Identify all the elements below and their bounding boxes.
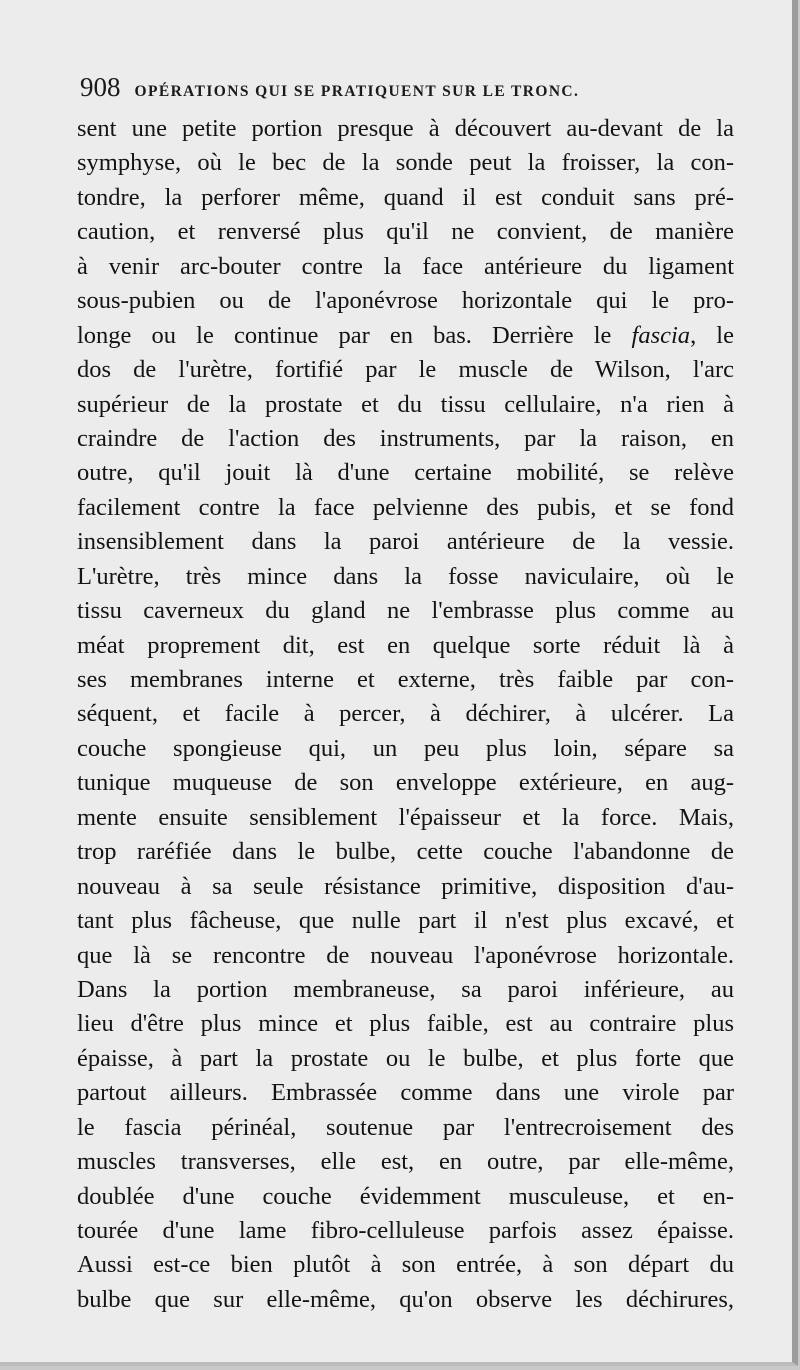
text-line: caution, et renversé plus qu'il ne convient, de manière bbox=[77, 218, 734, 246]
body-text bbox=[77, 112, 734, 1317]
text-line: insensiblement dans la paroi antérieure de la vessie. bbox=[77, 528, 734, 556]
text-line: que là se rencontre de nouveau l'aponévrose horizontale. bbox=[77, 941, 734, 969]
text-line: à venir arc-bouter contre la face antérieure du ligament bbox=[77, 252, 734, 280]
text-line: tunique muqueuse de son enveloppe extérieure, en aug- bbox=[77, 769, 734, 797]
text-line: tissu caverneux du gland ne l'embrasse plus comme au bbox=[77, 597, 734, 625]
text-line: bulbe que sur elle-même, qu'on observe les déchirures, bbox=[77, 1285, 734, 1313]
text-line: tant plus fâcheuse, que nulle part il n'est plus excavé, et bbox=[77, 907, 734, 935]
running-title: OPÉRATIONS QUI SE PRATIQUENT SUR LE TRONC. bbox=[134, 83, 580, 100]
text-line: trop raréfiée dans le bulbe, cette couche l'abandonne de bbox=[77, 838, 734, 866]
emphasis: fascia bbox=[631, 321, 691, 349]
text-line: partout ailleurs. Embrassée comme dans une virole par bbox=[77, 1079, 734, 1107]
text-line: tourée d'une lame fibro-celluleuse parfois assez épaisse. bbox=[77, 1217, 734, 1244]
text-line: Dans la portion membraneuse, sa paroi inférieure, au bbox=[77, 975, 734, 1003]
text-line: séquent, et facile à percer, à déchirer, à ulcérer. La bbox=[77, 700, 734, 728]
page-number: 908 bbox=[80, 72, 121, 102]
text-line: doublée d'une couche évidemment musculeuse, et en- bbox=[77, 1182, 734, 1210]
text-line: craindre de l'action des instruments, par la raison, en bbox=[77, 424, 734, 452]
text-line: nouveau à sa seule résistance primitive, disposition d'au- bbox=[77, 872, 734, 900]
text-line: Aussi est-ce bien plutôt à son entrée, à son départ du bbox=[77, 1251, 734, 1279]
text-line: symphyse, où le bec de la sonde peut la froisser, la con- bbox=[77, 149, 734, 177]
text-line: lieu d'être plus mince et plus faible, est au contraire plus bbox=[77, 1010, 734, 1038]
text-line: muscles transverses, elle est, en outre, par elle-même, bbox=[77, 1148, 734, 1176]
text-line: outre, qu'il jouit là d'une certaine mobilité, se relève bbox=[77, 459, 734, 487]
text-line: épaisse, à part la prostate ou le bulbe, et plus forte que bbox=[77, 1044, 734, 1072]
text-line: ses membranes interne et externe, très faible par con- bbox=[77, 666, 734, 693]
page-header bbox=[80, 72, 710, 106]
text-line: tondre, la perforer même, quand il est conduit sans pré- bbox=[77, 183, 734, 211]
text-line: méat proprement dit, est en quelque sorte réduit là à bbox=[77, 631, 734, 659]
text-line: supérieur de la prostate et du tissu cellulaire, n'a rien à bbox=[77, 390, 734, 418]
text-line: longe ou le continue par en bas. Derrière le fascia, le bbox=[77, 321, 734, 349]
text-line: couche spongieuse qui, un peu plus loin, sépare sa bbox=[77, 734, 734, 762]
text-line: facilement contre la face pelvienne des pubis, et se fond bbox=[77, 493, 734, 521]
text-line: L'urètre, très mince dans la fosse naviculaire, où le bbox=[77, 562, 734, 590]
text-line: mente ensuite sensiblement l'épaisseur et la force. Mais, bbox=[77, 803, 734, 831]
text-line: sous-pubien ou de l'aponévrose horizontale qui le pro- bbox=[77, 287, 734, 315]
text-line: sent une petite portion presque à découvert au-devant de la bbox=[77, 115, 734, 142]
text-line: dos de l'urètre, fortifié par le muscle de Wilson, l'arc bbox=[77, 356, 734, 384]
text-line: le fascia périnéal, soutenue par l'entrecroisement des bbox=[77, 1113, 734, 1141]
